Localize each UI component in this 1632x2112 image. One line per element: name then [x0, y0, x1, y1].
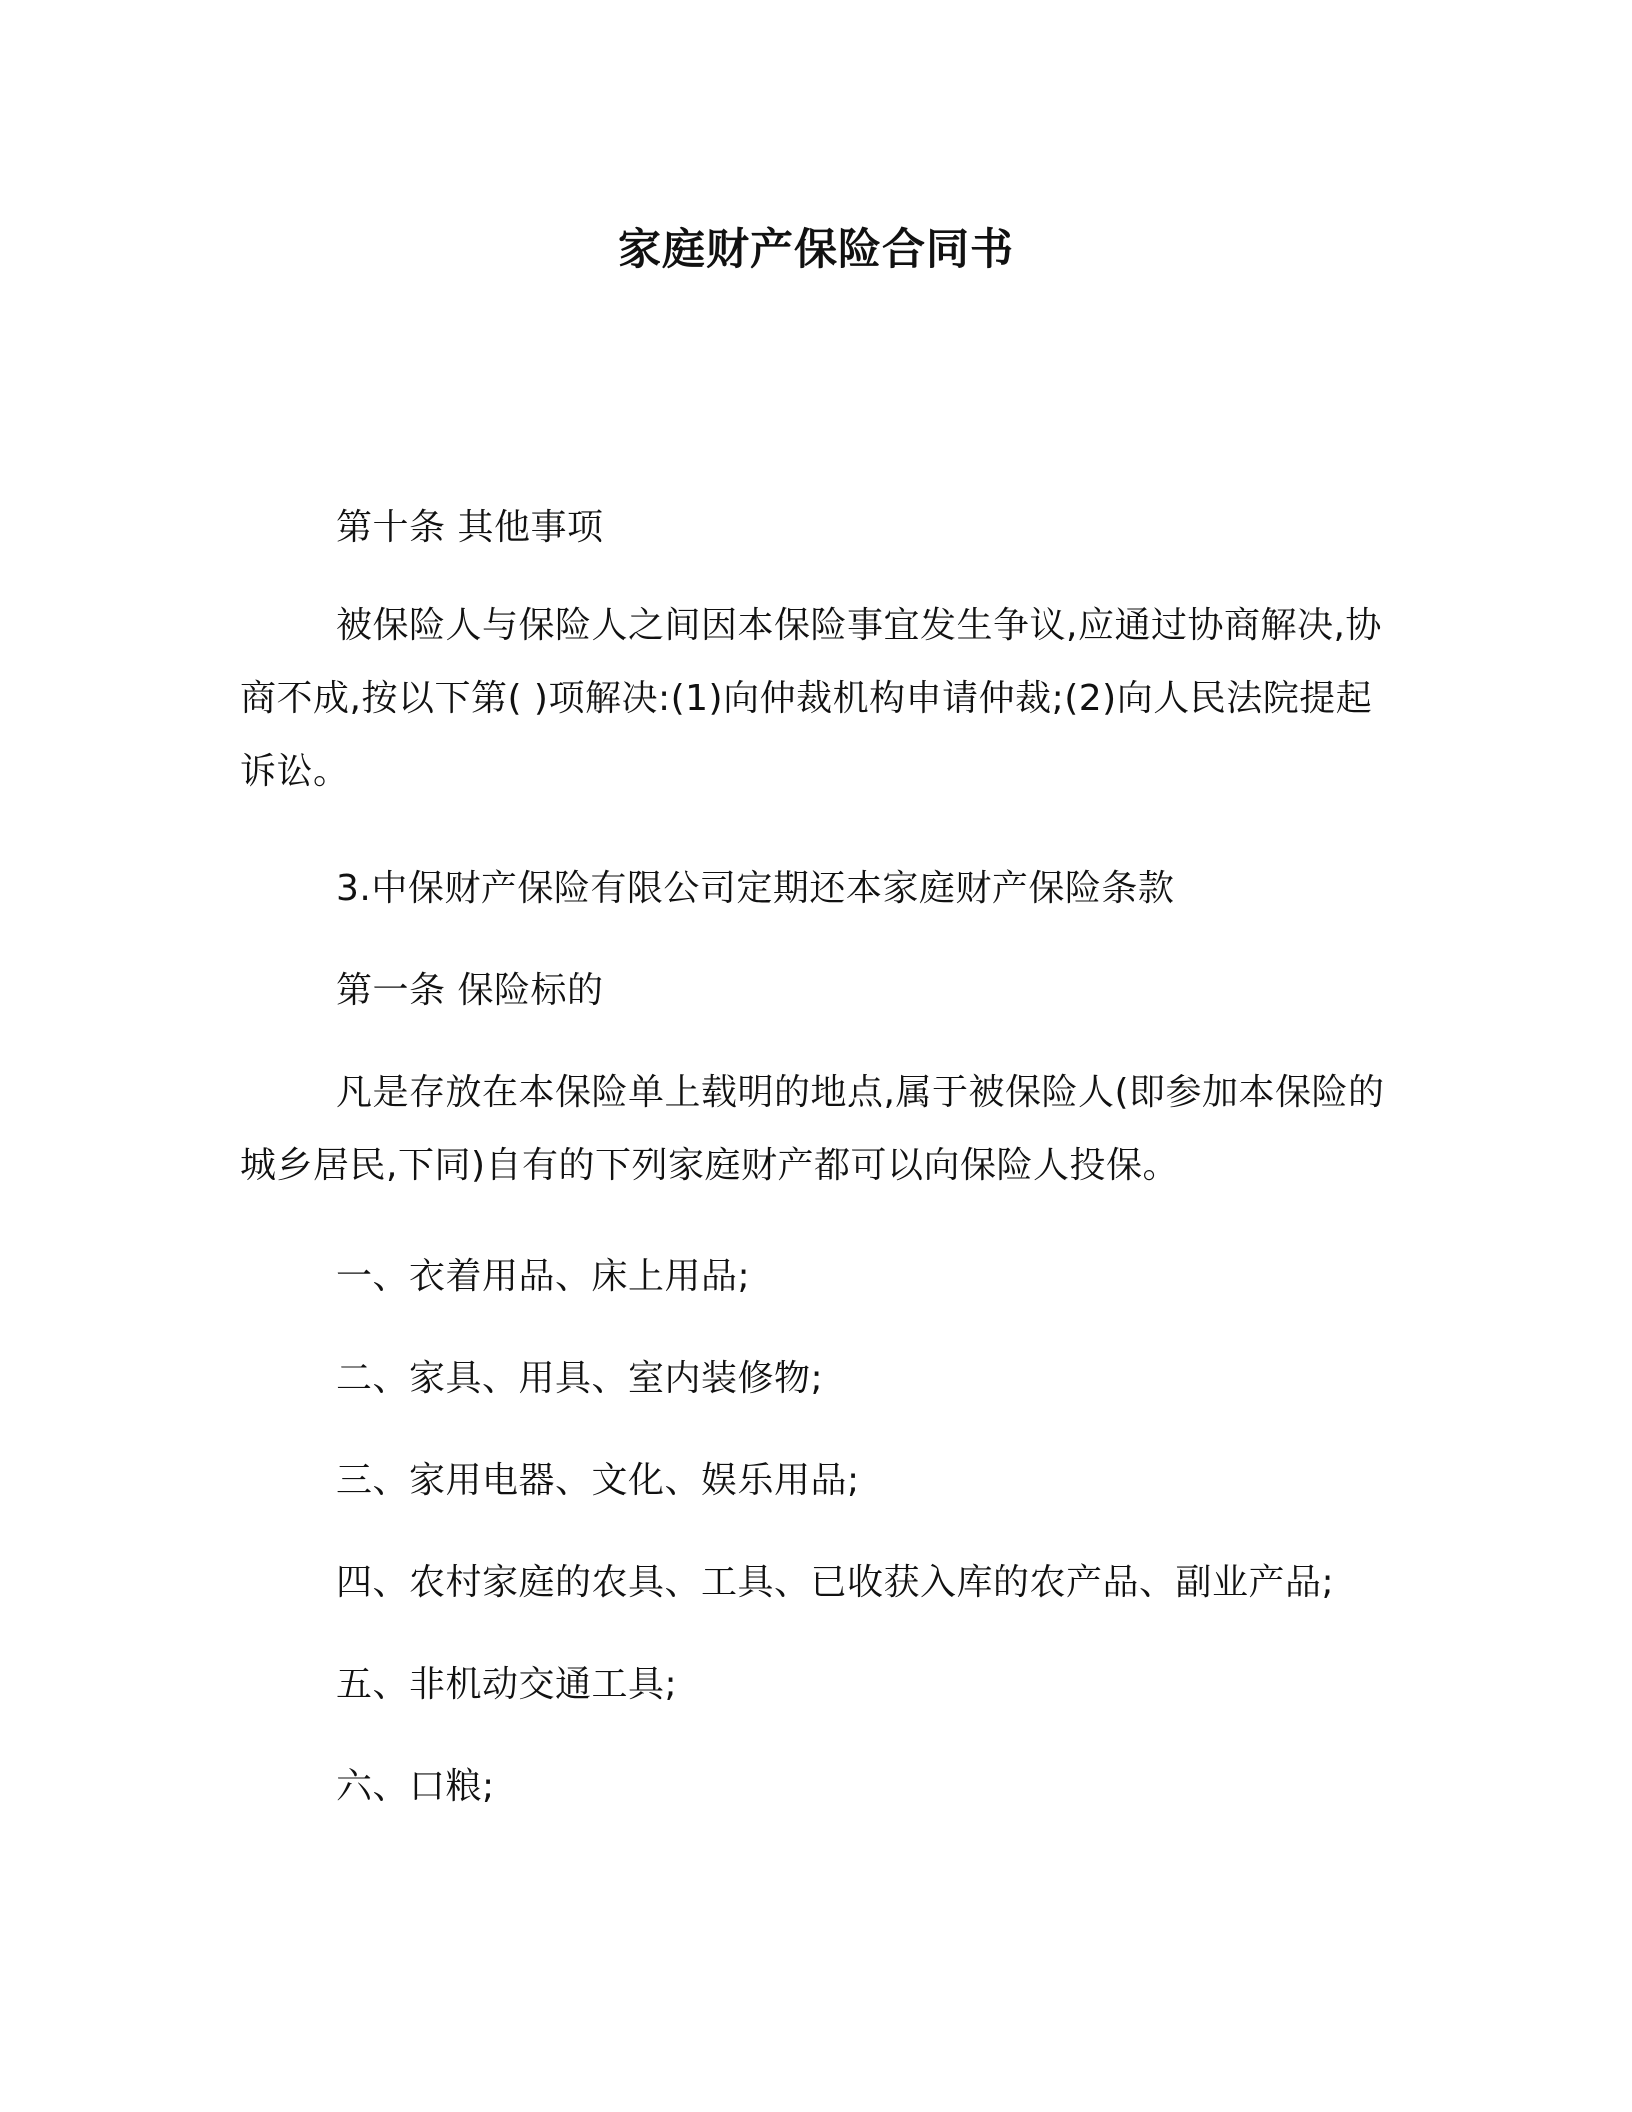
list-item-text: 三、家用电器、文化、娱乐用品; — [336, 1460, 860, 1501]
list-item-text: 六、口粮; — [336, 1766, 495, 1807]
list-item-text: 四、农村家庭的农具、工具、已收获入库的农产品、副业产品; — [336, 1562, 1335, 1603]
article-ten-paragraph-text: 被保险人与保险人之间因本保险事宜发生争议,应通过协商解决,协商不成,按以下第( )项解决:(1)向仲裁机构申请仲裁;(2)向人民法院提起诉讼。 — [240, 605, 1382, 792]
article-ten-heading — [240, 491, 1390, 564]
article-ten-heading-text: 第十条 其他事项 — [336, 507, 604, 548]
article-ten-paragraph — [240, 589, 1390, 808]
list-item — [240, 1546, 1390, 1619]
list-item — [240, 1648, 1390, 1721]
article-one-heading-text: 第一条 保险标的 — [336, 970, 604, 1011]
list-item — [240, 1342, 1390, 1415]
section-heading-text: 3.中保财产保险有限公司定期还本家庭财产保险条款 — [336, 868, 1175, 909]
section-heading — [240, 852, 1390, 925]
article-one-heading — [240, 954, 1390, 1027]
list-item — [240, 1240, 1390, 1313]
list-item-text: 五、非机动交通工具; — [336, 1664, 678, 1705]
article-one-paragraph — [240, 1056, 1390, 1202]
article-one-paragraph-text: 凡是存放在本保险单上载明的地点,属于被保险人(即参加本保险的城乡居民,下同)自有的下列家庭财产都可以向保险人投保。 — [240, 1072, 1385, 1186]
list-item-text: 一、衣着用品、床上用品; — [336, 1256, 751, 1297]
list-item — [240, 1444, 1390, 1517]
document-title: 家庭财产保险合同书 — [618, 225, 1014, 275]
list-item — [240, 1750, 1390, 1823]
list-item-text: 二、家具、用具、室内装修物; — [336, 1358, 824, 1399]
